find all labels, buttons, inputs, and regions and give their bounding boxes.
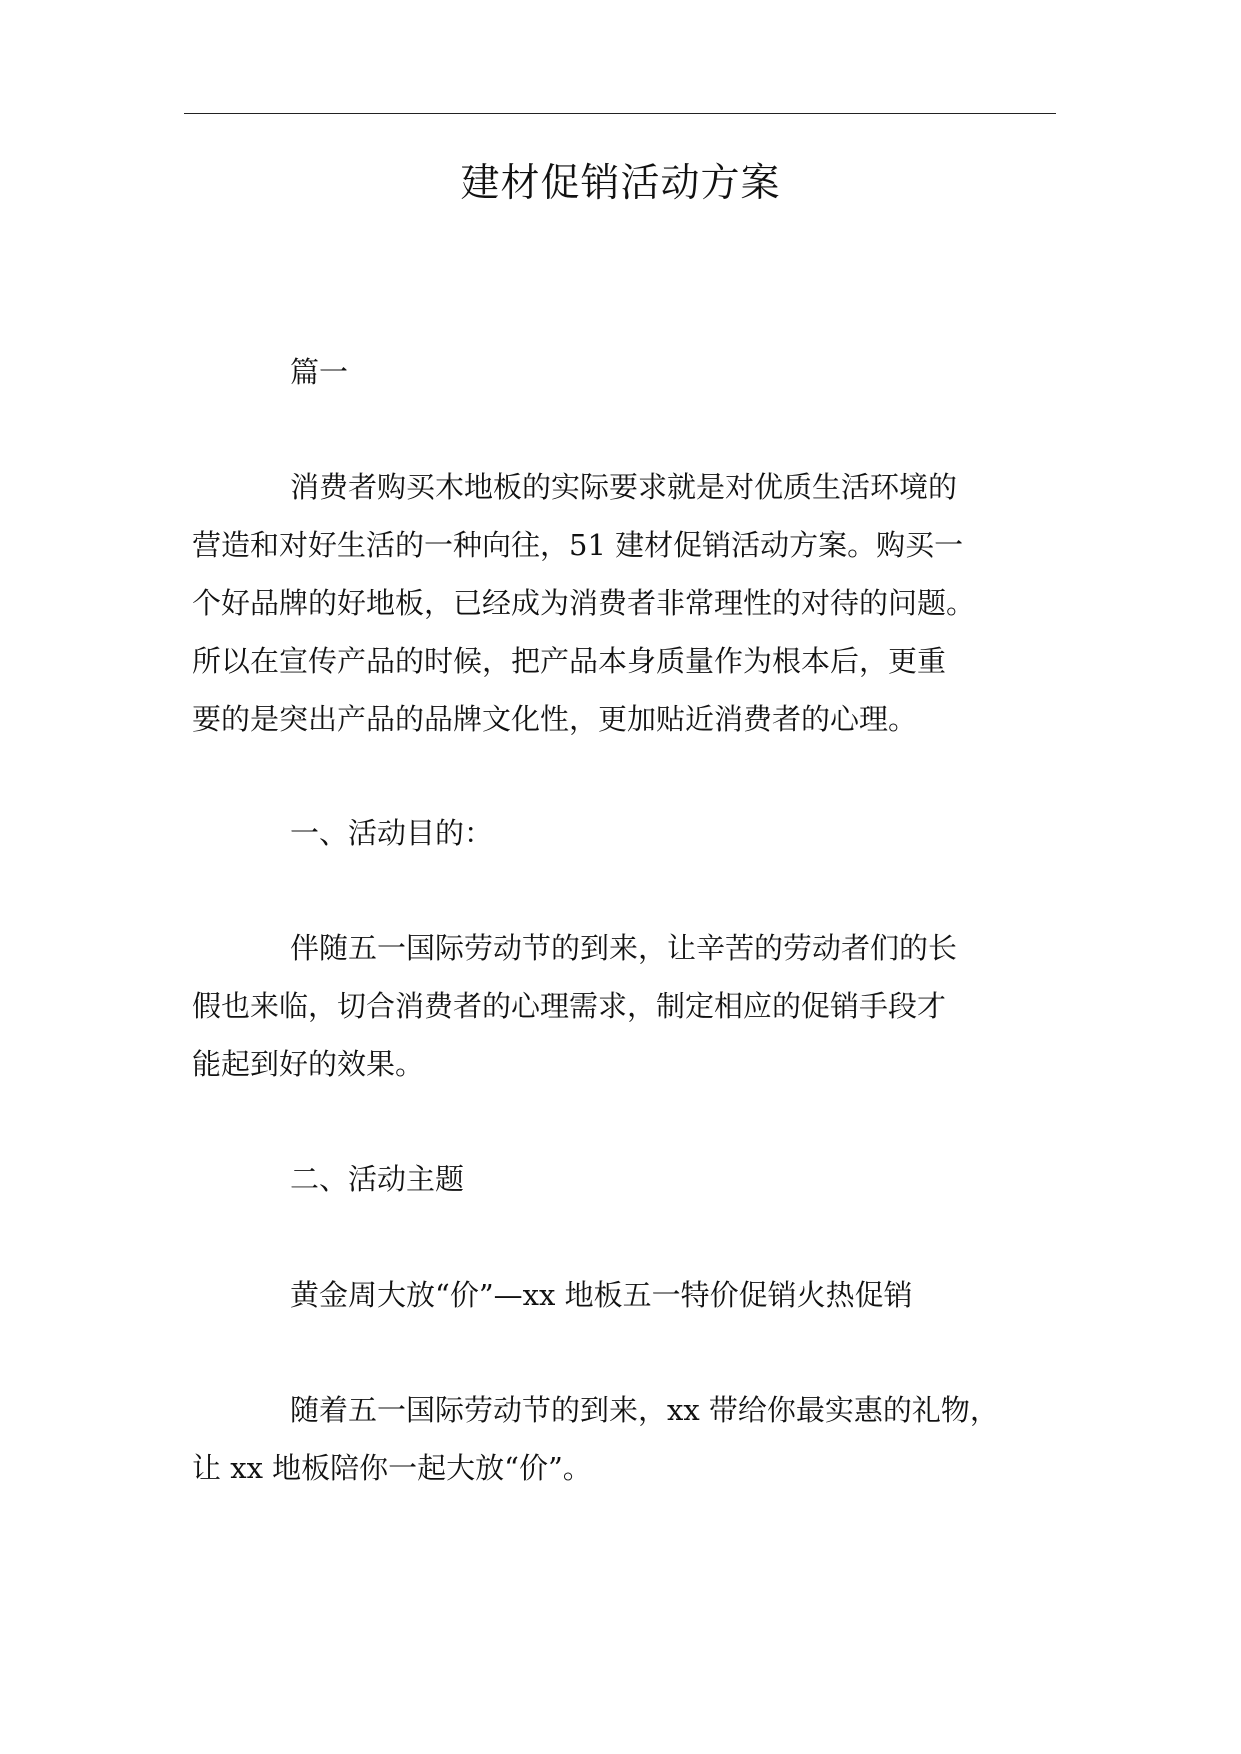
paragraph-line: 消费者购买木地板的实际要求就是对优质生活环境的 — [290, 470, 958, 504]
intro-paragraph — [192, 458, 1052, 748]
closing-paragraph — [192, 1381, 1052, 1497]
document-title: 建材促销活动方案 — [460, 161, 781, 206]
heading-purpose-block — [192, 804, 1052, 862]
paragraph-line: 伴随五一国际劳动节的到来，让辛苦的劳动者们的长 — [290, 931, 958, 965]
paragraph-line: 个好品牌的好地板，已经成为消费者非常理性的对待的问题。 — [192, 586, 976, 620]
theme-line: 黄金周大放“价”—xx 地板五一特价促销火热促销 — [290, 1278, 913, 1312]
paragraph-line: 让 xx 地板陪你一起大放“价”。 — [192, 1451, 592, 1485]
paragraph-line: 能起到好的效果。 — [192, 1047, 425, 1081]
section-label: 篇一 — [290, 355, 349, 389]
paragraph-line: 所以在宣传产品的时候，把产品本身质量作为根本后，更重 — [192, 644, 947, 678]
section-heading: 二、活动主题 — [290, 1162, 465, 1196]
header-rule — [184, 113, 1056, 114]
section-heading: 一、活动目的： — [290, 816, 494, 850]
heading-theme-block — [192, 1150, 1052, 1208]
paragraph-line: 营造和对好生活的一种向往，51 建材促销活动方案。购买一 — [192, 528, 964, 562]
paragraph-line: 随着五一国际劳动节的到来，xx 带给你最实惠的礼物， — [290, 1393, 999, 1427]
purpose-paragraph — [192, 919, 1052, 1093]
paragraph-line: 要的是突出产品的品牌文化性，更加贴近消费者的心理。 — [192, 702, 918, 736]
section-label-block — [192, 343, 1052, 401]
theme-line-block — [192, 1266, 1052, 1324]
paragraph-line: 假也来临，切合消费者的心理需求，制定相应的促销手段才 — [192, 989, 947, 1023]
